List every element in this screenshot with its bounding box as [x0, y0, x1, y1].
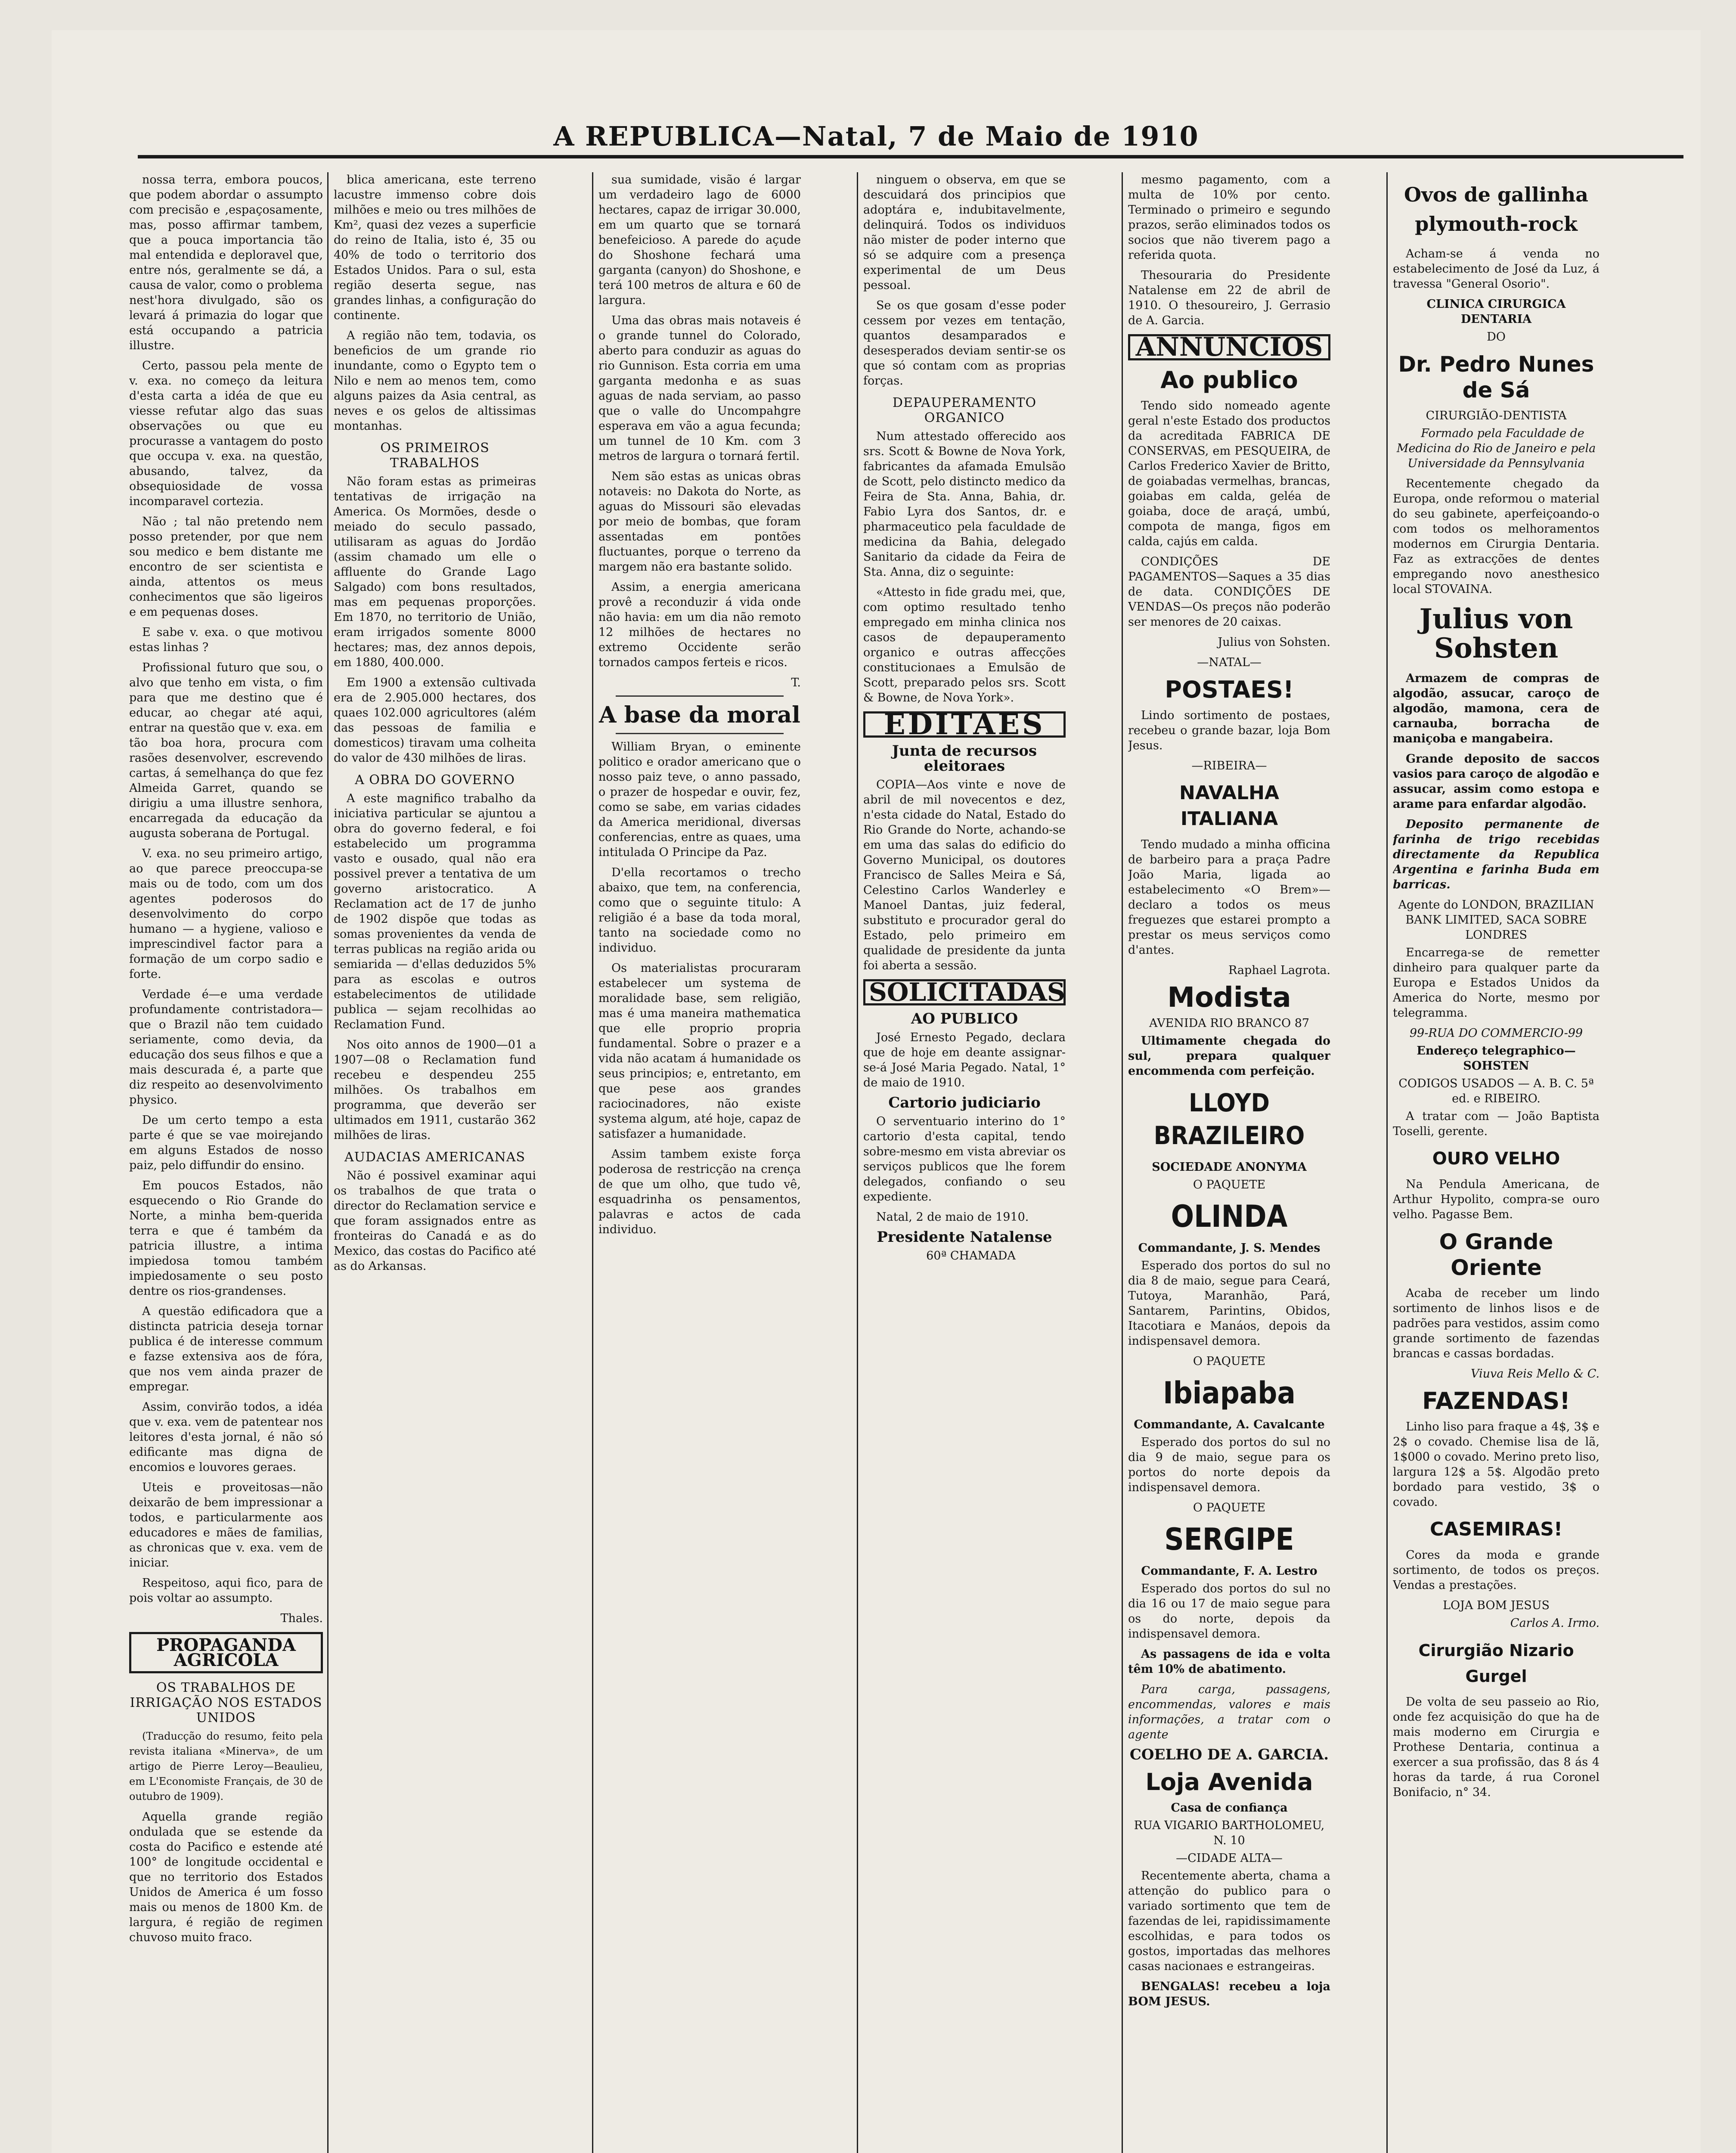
column-5	[1128, 172, 1330, 2153]
paragraph: Nem são estas as unicas obras notaveis: no Dakota do Norte, as aguas do Missouri são elevadas por meio de bombas, que foram assentadas em pontões fluctuantes, porque o terreno da margem não era bastante solido.	[598, 470, 801, 574]
paragraph: De um certo tempo a esta parte é que se vae moirejando em alguns Estados de nosso paiz, pelo diffundir do ensino.	[129, 1114, 323, 1172]
paragraph: Tendo mudado a minha officina de barbeiro para a praça Padre João Maria, ligada ao estabelecimento «O Brem»—declaro a todos os meus freguezes que estarei prompto a prestar os meus serviços como d'antes.	[1128, 838, 1330, 957]
paragraph: Esperado dos portos do sul no dia 8 de maio, segue para Ceará, Tutoya, Maranhão, Pará, Santarem, Parintins, Obidos, Itacotiara e Manáos, depois da indispensavel demora.	[1128, 1259, 1330, 1348]
ad-address: 99-RUA DO COMMERCIO-99	[1409, 1027, 1583, 1040]
column-2	[334, 172, 536, 2153]
ad-subheading: LOJA BOM JESUS	[1443, 1599, 1550, 1612]
paragraph: Acaba de receber um lindo sortimento de linhos lisos e de padrões para vestidos, assim como grande sortimento de fazendas brancas e cassas bordadas.	[1393, 1287, 1600, 1360]
ad-heading: Ao publico	[1160, 366, 1298, 394]
signature: Carlos A. Irmo.	[1510, 1616, 1600, 1630]
paragraph: Grande deposito de saccos vasios para caroço de algodão e assucar, assim como estopa e arame para enfardar algodão.	[1393, 752, 1600, 811]
divider	[616, 733, 784, 734]
signature: Julius von Sohsten.	[1218, 636, 1330, 649]
ad-subheading: DO	[1487, 330, 1506, 344]
paragraph: Aquella grande região ondulada que se estende da costa do Pacifico e estende até 100° de longitude occidental e que no territorio dos Estados Unidos de America é um fosso mais ou menos de 1800 Km. de largura, é região de regimen chuvoso muito fraco.	[129, 1810, 323, 1944]
ad-heading: LLOYD BRAZILEIRO	[1153, 1088, 1305, 1150]
column-divider	[1122, 172, 1123, 2153]
paragraph: «Attesto in fide gradu mei, que, com optimo resultado tenho empregado em minha clinica nos casos de depauperamento organico e outras affecções constitucionaes a Emulsão de Scott, preparado pelos srs. Scott & Bowne, de Nova York».	[863, 586, 1066, 704]
ad-commander: Commandante, F. A. Lestro	[1141, 1564, 1318, 1578]
paragraph: Natal, 2 de maio de 1910.	[876, 1210, 1029, 1224]
paragraph: mesmo pagamento, com a multa de 10% por cento. Terminado o primeiro e segundo prazos, serão eliminados todos os socios que não tiverem pago a referida quota.	[1128, 173, 1330, 262]
paragraph: Lindo sortimento de postaes, recebeu o grande bazar, loja Bom Jesus.	[1128, 709, 1330, 752]
ship-name: OLINDA	[1171, 1199, 1288, 1234]
section-heading: A OBRA DO GOVERNO	[355, 772, 515, 788]
signature: Viuva Reis Mello & C.	[1471, 1367, 1600, 1381]
paragraph: Ultimamente chegada do sul, prepara qualquer encommenda com perfeição.	[1128, 1034, 1330, 1078]
paragraph: Em 1900 a extensão cultivada era de 2.905.000 hectares, dos quaes 102.000 agricultores (além das pessoas de familia e domesticos) tiravam uma colheita do valor de 430 milhões de liras.	[334, 676, 536, 765]
section-heading: DEPAUPERAMENTO ORGANICO	[892, 395, 1037, 425]
paragraph: A este magnifico trabalho da iniciativa particular se ajuntou a obra do governo federal, e foi estabelecido um programma vasto e ousado, qual não era possivel prever a tentativa de um governo aristocratico. A Reclamation act de 17 de junho de 1902 dispõe que todas as somas provenientes da venda de terras publicas na região arida ou semiarida — d'ellas deduzidos 5% para as escolas e outros estabelecimentos de utilidade publica — sejam recolhidas ao Reclamation Fund.	[334, 792, 536, 1031]
section-heading: Presidente Natalense	[877, 1229, 1052, 1246]
ad-commander: Commandante, J. S. Mendes	[1138, 1241, 1321, 1255]
paragraph: Tendo sido nomeado agente geral n'este Estado dos productos da acreditada FABRICA DE CONSERVAS, em PESQUEIRA, de Carlos Frederico Xavier de Britto, de goiabadas vermelhas, brancas, goiabas em calda, geléa de goiaba, doce de araçá, umbú, compota de manga, figos em calda, cajús em calda.	[1128, 399, 1330, 548]
paragraph: Não ; tal não pretendo nem posso pretender, por que nem sou medico e bem distante me encontro de ser scientista e ainda, attentos os meus conhecimentos que são ligeiros e em pequenas doses.	[129, 515, 323, 619]
section-subtitle: OS TRABALHOS DE IRRIGAÇÃO NOS ESTADOS UNIDOS	[130, 1680, 322, 1725]
paragraph: D'ella recortamos o trecho abaixo, que tem, na conferencia, como que o seguinte titulo: A religião é a base da toda moral, tanto na sociedade como no individuo.	[598, 866, 801, 955]
paragraph: Formado pela Faculdade de Medicina do Rio de Janeiro e pela Universidade da Pennsylvania	[1396, 427, 1596, 470]
column-4	[863, 172, 1066, 2153]
ad-heading: Modista	[1167, 982, 1291, 1014]
paragraph: Profissional futuro que sou, o alvo que tenho em vista, o fim para que me destino que é educar, ao chegar até aqui, entrar na questão que v. exa. em tão boa hora, procura com rasões desenvolver, escrevendo cartas, á semelhança do que fez Almeida Garret, quando se dirigiu a uma illustre senhora, encarregada da educação da augusta soberana de Portugal.	[129, 661, 323, 840]
ad-location: —RIBEIRA—	[1191, 759, 1267, 772]
paragraph: Uteis e proveitosas—não deixarão de bem impressionar a todos, e particularmente aos educadores e mães de familias, as chronicas que v. exa. vem de iniciar.	[129, 1481, 323, 1570]
paragraph: William Bryan, o eminente politico e orador americano que o nosso paiz teve, o anno passado, o prazer de hospedar e ouvir, fez, como se sabe, em varias cidades da America meridional, diversas conferencias, entre as quaes, uma intitulada O Principe da Paz.	[598, 740, 801, 859]
ship-name: Ibiapaba	[1163, 1375, 1296, 1411]
ad-heading: Ovos de gallinha plymouth-rock	[1404, 183, 1588, 236]
section-heading: AO PUBLICO	[911, 1010, 1018, 1027]
editaes-title: EDITAES	[863, 711, 1066, 738]
paragraph: Recentemente chegado da Europa, onde reformou o material do seu gabinete, aperfeiçoando-o com todos os melhoramentos modernos em Cirurgia Dentaria. Faz as extracções de dentes empregando novo anesthesico local STOVAINA.	[1393, 477, 1600, 596]
paragraph: Thesouraria do Presidente Natalense em 22 de abril de 1910. O thesoureiro, J. Gerrasio de A. Garcia.	[1128, 269, 1330, 327]
ad-commander: Commandante, A. Cavalcante	[1134, 1418, 1325, 1431]
section-heading: AUDACIAS AMERICANAS	[344, 1150, 526, 1165]
ad-subheading: CIRURGIÃO-DENTISTA	[1426, 409, 1567, 422]
paragraph: ninguem o observa, em que se descuidará dos principios que adoptára e, indubitavelmente, delinquirá. Todos os individuos não mister de poder interno que só se adquire com a presença experimental de um Deus pessoal.	[863, 173, 1066, 292]
paragraph: Nos oito annos de 1900—01 a 1907—08 o Reclamation fund recebeu e despendeu 255 milhões. Os trabalhos em programma, que deverão ser ultimados em 1911, custarão 362 milhões de liras.	[334, 1038, 536, 1142]
column-6	[1393, 172, 1600, 2153]
ad-subheading: Casa de confiança	[1171, 1801, 1288, 1815]
paragraph: A tratar com — João Baptista Toselli, gerente.	[1393, 1110, 1600, 1138]
paragraph: Armazem de compras de algodão, assucar, caroço de algodão, mamona, cera de carnauba, borracha de maniçoba e mangabeira.	[1393, 672, 1600, 745]
paragraph: CONDIÇÕES DE PAGAMENTOS—Saques a 35 dias de data. CONDIÇÕES DE VENDAS—Os preços não poderão ser menores de 20 caixas.	[1128, 555, 1330, 629]
ad-heading: FAZENDAS!	[1422, 1387, 1570, 1415]
column-divider	[592, 172, 593, 2153]
masthead-rule	[138, 155, 1683, 158]
annuncios-title: ANNUNCIOS	[1128, 334, 1330, 360]
ad-heading: O Grande Oriente	[1439, 1229, 1553, 1280]
paragraph: Deposito permanente de farinha de trigo recebidas directamente da Republica Argentina e farinha Buda em barricas.	[1393, 818, 1600, 891]
ad-heading: Cirurgião Nizario Gurgel	[1418, 1641, 1574, 1686]
ad-heading: POSTAES!	[1165, 676, 1294, 703]
paragraph: A região não tem, todavia, os beneficios de um grande rio inundante, como o Egypto tem o Nilo e nem ao menos tem, como alguns paizes da Asia central, as neves e os gelos de altissimas montanhas.	[334, 329, 536, 433]
paragraph: sua sumidade, visão é largar um verdadeiro lago de 6000 hectares, capaz de irrigar 30.000, em um quarto que se tornará benefeicioso. A parede do açude do Shoshone fechará uma garganta (canyon) do Shoshone, e terá 100 metros de altura e 60 de largura.	[598, 173, 801, 307]
paragraph: De volta de seu passeio ao Rio, onde fez acquisição do que ha de mais moderno em Cirurgia e Prothese Dentaria, continua a exercer a sua profissão, das 8 ás 4 horas da tarde, á rua Coronel Bonifacio, n° 34.	[1393, 1695, 1600, 1799]
paragraph: As passagens de ida e volta têm 10% de abatimento.	[1128, 1647, 1330, 1676]
masthead: A REPUBLICA—Natal, 7 de Maio de 1910	[553, 121, 1199, 152]
ad-heading: NAVALHA ITALIANA	[1179, 782, 1279, 830]
section-heading: Junta de recursos eleitoraes	[892, 742, 1037, 775]
paragraph: V. exa. no seu primeiro artigo, ao que parece preoccupa-se mais ou de todo, com um dos agentes poderosos do desenvolvimento do corpo humano — a hygiene, valioso e imprescindivel factor para a formação de um corpo sadio e forte.	[129, 847, 323, 981]
paragraph: nossa terra, embora poucos, que podem abordar o assumpto com precisão e ,espaçosamente, mas, posso affirmar tambem, que a pouca importancia tão mal entendida e deploravel que, entre nós, geralmente se dá, a causa de valor, como o problema nest'hora divulgado, são os levará á primazia do logar que está occupando a patricia illustre.	[129, 173, 323, 352]
section-heading: Cartorio judiciario	[888, 1094, 1041, 1111]
paragraph: BENGALAS! recebeu a loja BOM JESUS.	[1128, 1980, 1330, 2008]
paragraph: Os materialistas procuraram estabelecer um systema de moralidade base, sem religião, mas é uma maneira mathematica que elle proprio propria fundamental. Sobre o prazer e a vida não acatam á humanidade os seus principios; e, entretanto, em que pese aos grandes raciocinadores, não existe systema algum, até hoje, capaz de satisfazer a humanidade.	[598, 962, 801, 1141]
chamada: 60ª CHAMADA	[926, 1249, 1016, 1263]
paragraph: Assim tambem existe força poderosa de restricção na crença de que um olho, que tudo vê, esquadrinha os pensamentos, palavras e actos de cada individuo.	[598, 1148, 801, 1236]
signature: Raphael Lagrota.	[1228, 964, 1330, 977]
paragraph: O serventuario interino do 1° cartorio d'esta capital, tendo sobre-mesmo em vista abreviar os serviços publicos que lhe forem delegados, confiando o seu expediente.	[863, 1115, 1066, 1204]
ad-heading: Loja Avenida	[1145, 1768, 1313, 1796]
ad-heading: OURO VELHO	[1432, 1149, 1560, 1169]
section-heading: OS PRIMEIROS TRABALHOS	[380, 441, 490, 471]
article-title: A base da moral	[599, 702, 800, 728]
divider	[616, 695, 784, 697]
column-divider	[327, 172, 329, 2153]
ad-location: —NATAL—	[1197, 656, 1262, 669]
paragraph: A questão edificadora que a distincta patricia deseja tornar publica é de interesse commum e fazse extensiva aos de fóra, que nos vem ainda prazer de empregar.	[129, 1305, 323, 1393]
column-divider	[857, 172, 858, 2153]
paragraph: Esperado dos portos do sul no dia 9 de maio, segue para os portos do norte depois da indispensavel demora.	[1128, 1436, 1330, 1494]
paragraph: blica americana, este terreno lacustre immenso cobre dois milhões e meio ou tres milhões de Km², quasi dez vezes a superficie do reino de Italia, isto é, 35 ou 40% de todo o territorio dos Estados Unidos. Para o sul, esta região deserta segue, nas grandes linhas, a configuração do continente.	[334, 173, 536, 322]
paragraph: Se os que gosam d'esse poder cessem por vezes em tentação, quantos desamparados e desesperados deviam sentir-se os que só contam com as proprias forças.	[863, 299, 1066, 388]
ad-subheading: O PAQUETE	[1193, 1178, 1266, 1191]
ad-location: —CIDADE ALTA—	[1176, 1852, 1283, 1865]
paragraph: Na Pendula Americana, de Arthur Hypolito, compra-se ouro velho. Pagasse Bem.	[1393, 1178, 1600, 1221]
ad-subheading: Endereço telegraphico—SOHSTEN	[1417, 1044, 1576, 1073]
ship-name: SERGIPE	[1164, 1522, 1294, 1557]
paragraph: COPIA—Aos vinte e nove de abril de mil novecentos e dez, n'esta cidade do Natal, Estado do Rio Grande do Norte, achando-se em uma das salas do edificio do Governo Municipal, os doutores Francisco de Salles Meira e Sá, Celestino Carlos Wanderley e Manoel Dantas, juiz federal, substituto e procurador geral do Estado, pelo primeiro em qualidade de presidente da junta foi aberta a sessão.	[863, 778, 1066, 972]
paragraph: Cores da moda e grande sortimento, de todos os preços. Vendas a prestações.	[1393, 1548, 1600, 1592]
ad-address: AVENIDA RIO BRANCO 87	[1149, 1017, 1310, 1030]
paragraph: E sabe v. exa. o que motivou estas linhas ?	[129, 626, 323, 654]
ad-heading: Julius von Sohsten	[1419, 603, 1573, 664]
ad-subheading: O PAQUETE	[1193, 1355, 1266, 1368]
ad-subheading: Agente do LONDON, BRAZILIAN BANK LIMITED, SACA SOBRE LONDRES	[1398, 898, 1594, 942]
paragraph: Certo, passou pela mente de v. exa. no começo da leitura d'esta carta a idéa de que eu viesse refutar algo das suas observações ou que eu procurasse a vantagem do posto que occupa v. exa. na questão, abusando, talvez, da obsequiosidade de vossa incomparavel cortezia.	[129, 359, 323, 508]
paragraph: Não foram estas as primeiras tentativas de irrigação na America. Os Mormões, desde o meiado do seculo passado, utilisaram as aguas do Jordão (assim chamado um elle o affluente do Grande Lago Salgado) com bons resultados, mas em pequenas proporções. Em 1870, no territorio de União, eram irrigados somente 8000 hectares; mas, dez annos depois, em 1880, 400.000.	[334, 475, 536, 669]
column-1	[129, 172, 323, 1950]
ad-subheading: CLINICA CIRURGICA DENTARIA	[1426, 298, 1566, 326]
paragraph: José Ernesto Pegado, declara que de hoje em deante assignar-se-á José Maria Pegado. Natal, 1° de maio de 1910.	[863, 1031, 1066, 1089]
solicitadas-title: SOLICITADAS	[863, 979, 1066, 1005]
paragraph: Para carga, passagens, encommendas, valores e mais informações, a tratar com o agente	[1128, 1683, 1330, 1741]
ad-heading: CASEMIRAS!	[1430, 1518, 1562, 1540]
paragraph: Encarrega-se de remetter dinheiro para qualquer parte da Europa e Estados Unidos da America do Norte, mesmo por telegramma.	[1393, 946, 1600, 1020]
paragraph: Assim, a energia americana provê a reconduzir á vida onde não havia: em um dia não remoto 12 milhões de hectares no extremo Occidente serão tornados campos ferteis e ricos.	[598, 580, 801, 669]
paragraph: Recentemente aberta, chama a attenção do publico para o variado sortimento que tem de fazendas de lei, rapidissimamente escolhidas, e para todos os gostos, importadas das melhores casas nacionaes e estrangeiras.	[1128, 1869, 1330, 1973]
paragraph: Acham-se á venda no estabelecimento de José da Luz, á travessa "General Osorio".	[1393, 247, 1600, 291]
paragraph: Respeitoso, aqui fico, para de pois voltar ao assumpto.	[129, 1576, 323, 1605]
section-box-title: PROPAGANDA AGRICOLA	[129, 1632, 323, 1673]
column-3	[598, 172, 801, 2153]
paragraph: Assim, convirão todos, a idéa que v. exa. vem de patentear nos leitores d'esta jornal, é não só edificante mas digna de encomios e louvores geraes.	[129, 1400, 323, 1474]
signature: Thales.	[280, 1612, 323, 1625]
ad-heading: Dr. Pedro Nunes de Sá	[1398, 352, 1594, 403]
paragraph: Verdade é—e uma verdade profundamente contristadora—que o Brazil não tem cuidado seriamente, como devia, da educação dos seus filhos e que a mais descurada é, a parte que diz respeito ao desenvolvimento physico.	[129, 988, 323, 1107]
column-divider	[1386, 172, 1388, 2153]
paragraph: Num attestado offerecido aos srs. Scott & Bowne de Nova York, fabricantes da afamada Emulsão de Scott, pelo distincto medico da Feira de Sta. Anna, Bahia, dr. Fabio Lyra dos Santos, dr. e pharmaceutico pela faculdade de medicina da Bahia, delegado Sanitario da cidade da Feira de Sta. Anna, diz o seguinte:	[863, 430, 1066, 579]
newspaper-page	[52, 30, 1701, 2153]
paragraph: Não é possivel examinar aqui os trabalhos de que trata o director do Reclamation service e que foram assignados entre as fronteiras do Canadá e as do Mexico, das costas do Pacifico até as do Arkansas.	[334, 1169, 536, 1273]
ad-address: RUA VIGARIO BARTHOLOMEU, N. 10	[1134, 1819, 1325, 1847]
paragraph: Linho liso para fraque a 4$, 3$ e 2$ o covado. Chemise lisa de lã, 1$000 o covado. Merino preto liso, largura 12$ a 5$. Algodão preto bordado para vestido, 3$ o covado.	[1393, 1420, 1600, 1509]
signature: T.	[791, 676, 801, 689]
paragraph: Esperado dos portos do sul no dia 16 ou 17 de maio segue para os do norte, depois da indispensavel demora.	[1128, 1582, 1330, 1641]
ad-subheading: O PAQUETE	[1193, 1501, 1266, 1514]
ad-subheading: CODIGOS USADOS — A. B. C. 5ª ed. e RIBEIRO.	[1398, 1077, 1594, 1105]
ad-subheading: SOCIEDADE ANONYMA	[1152, 1160, 1307, 1174]
translation-note: (Traducção do resumo, feito pela revista italiana «Minerva», de um artigo de Pierre Leroy—Beaulieu, em L'Economiste Français, de 30 de outubro de 1909).	[129, 1730, 323, 1802]
ad-agent: COELHO DE A. GARCIA.	[1129, 1746, 1329, 1763]
paragraph: Em poucos Estados, não esquecendo o Rio Grande do Norte, a minha bem-querida terra e que é também da patricia illustre, a intima impiedosa tomou também impiedosamente o seu posto dentre os rios-grandenses.	[129, 1179, 323, 1298]
paragraph: Uma das obras mais notaveis é o grande tunnel do Colorado, aberto para conduzir as aguas do rio Gunnison. Esta corria em uma garganta medonha e as suas aguas de nada serviam, ao passo que o valle do Uncompahgre esperava em vão a agua fecunda; um tunnel de 10 Km. com 3 metros de largura o tornará fertil.	[598, 314, 801, 463]
